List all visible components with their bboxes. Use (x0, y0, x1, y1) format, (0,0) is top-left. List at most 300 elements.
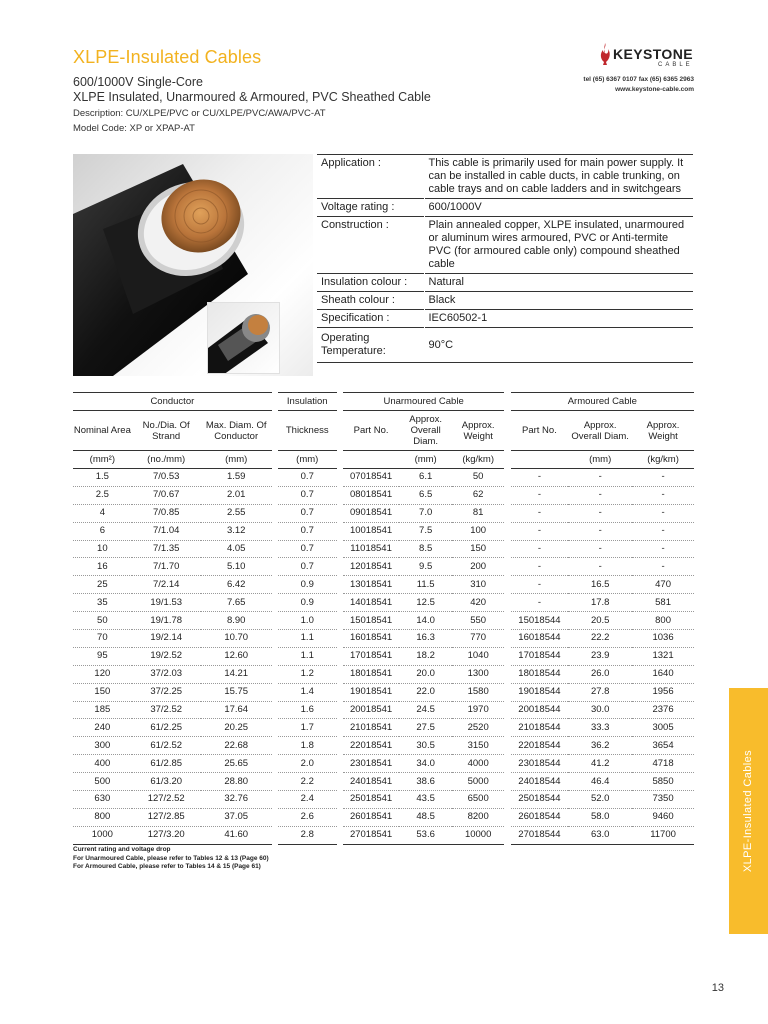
table-cell: - (568, 522, 632, 540)
keystone-flame-icon (598, 42, 612, 66)
table-cell: 3005 (632, 719, 694, 737)
table-cell: 63.0 (568, 826, 632, 844)
table-cell: - (511, 558, 569, 576)
table-cell: 7/1.35 (132, 540, 201, 558)
table-cell: 26018544 (511, 808, 569, 826)
table-cell: 7350 (632, 791, 694, 809)
table-body (73, 469, 694, 845)
table-cell: 7.65 (201, 594, 272, 612)
table-cell: 6.42 (201, 576, 272, 594)
table-cell: 58.0 (568, 808, 632, 826)
table-cell: 0.7 (278, 469, 337, 487)
spec-value: 90°C (424, 328, 693, 363)
table-units-row (73, 451, 694, 469)
table-cell: 25018544 (511, 791, 569, 809)
table-cell: 22018544 (511, 737, 569, 755)
table-cell: 150 (73, 683, 132, 701)
table-cell: 61/2.85 (132, 755, 201, 773)
table-cell: 1.7 (278, 719, 337, 737)
table-cell: 7/0.67 (132, 486, 201, 504)
table-cell: 400 (73, 755, 132, 773)
table-cell: 20018544 (511, 701, 569, 719)
table-cell: 16.5 (568, 576, 632, 594)
table-cell: 18018541 (343, 665, 400, 683)
table-cell: 1956 (632, 683, 694, 701)
table-cell: 310 (452, 576, 505, 594)
table-cell: 12.60 (201, 647, 272, 665)
table-cell: 127/2.85 (132, 808, 201, 826)
table-cell: 28.80 (201, 773, 272, 791)
col-max-diam: Max. Diam. Of Conductor (201, 411, 272, 451)
table-cell: 5850 (632, 773, 694, 791)
col-armoured-diam: Approx. Overall Diam. (568, 411, 632, 451)
table-cell: 17.64 (201, 701, 272, 719)
table-row (73, 576, 694, 594)
brand-name: KEYSTONE (613, 46, 693, 62)
group-insulation: Insulation (278, 393, 337, 411)
table-cell: 15018541 (343, 612, 400, 630)
table-cell: 1.1 (278, 630, 337, 648)
table-cell: 2.0 (278, 755, 337, 773)
table-row (73, 540, 694, 558)
table-cell: 7/2.14 (132, 576, 201, 594)
table-cell: 07018541 (343, 469, 400, 487)
table-cell: 53.6 (399, 826, 452, 844)
spec-label: Application : (317, 155, 424, 199)
table-cell: 24.5 (399, 701, 452, 719)
table-cell: 0.7 (278, 486, 337, 504)
table-cell: 38.6 (399, 773, 452, 791)
table-cell: 19/1.53 (132, 594, 201, 612)
table-cell: 1300 (452, 665, 505, 683)
table-cell: 43.5 (399, 791, 452, 809)
page-number: 13 (711, 982, 724, 994)
table-cell: 2520 (452, 719, 505, 737)
spec-label: Sheath colour : (317, 292, 424, 310)
table-cell: - (511, 576, 569, 594)
table-cell: 6.5 (399, 486, 452, 504)
table-cell: 34.0 (399, 755, 452, 773)
table-row (73, 630, 694, 648)
table-cell: 581 (632, 594, 694, 612)
table-row (73, 594, 694, 612)
table-cell: 1.0 (278, 612, 337, 630)
table-cell: 24018544 (511, 773, 569, 791)
table-cell: 630 (73, 791, 132, 809)
table-cell: - (568, 469, 632, 487)
table-cell: 470 (632, 576, 694, 594)
table-cell: - (632, 558, 694, 576)
table-cell: 37/2.25 (132, 683, 201, 701)
table-cell: 4.05 (201, 540, 272, 558)
table-row (73, 773, 694, 791)
table-cell: 2.2 (278, 773, 337, 791)
cable-data-table (73, 392, 694, 845)
table-cell: 19/2.14 (132, 630, 201, 648)
table-cell: 7/1.70 (132, 558, 201, 576)
section-side-tab (729, 688, 768, 934)
table-cell: 37/2.03 (132, 665, 201, 683)
spec-label: Voltage rating : (317, 199, 424, 217)
table-cell: 420 (452, 594, 505, 612)
table-cell: - (511, 486, 569, 504)
side-tab-label: XLPE-Insulated Cables (742, 749, 754, 873)
col-unarmoured-diam: Approx. Overall Diam. (399, 411, 452, 451)
table-cell: 127/2.52 (132, 791, 201, 809)
table-cell: 5.10 (201, 558, 272, 576)
spec-label: Construction : (317, 217, 424, 274)
table-row (73, 791, 694, 809)
table-cell: 20018541 (343, 701, 400, 719)
table-cell: 4718 (632, 755, 694, 773)
table-cell: 17.8 (568, 594, 632, 612)
table-cell: 12018541 (343, 558, 400, 576)
table-cell: 0.7 (278, 504, 337, 522)
table-cell: 2.8 (278, 826, 337, 844)
spec-label: Insulation colour : (317, 274, 424, 292)
table-cell: 1040 (452, 647, 505, 665)
table-cell: 0.7 (278, 522, 337, 540)
table-cell: 18018544 (511, 665, 569, 683)
table-cell: 8200 (452, 808, 505, 826)
table-cell: 22.2 (568, 630, 632, 648)
table-cell: 800 (73, 808, 132, 826)
footnote-unarmoured: For Unarmoured Cable, please refer to Tables 12 & 13 (Page 60) (73, 854, 269, 862)
table-cell: 127/3.20 (132, 826, 201, 844)
product-voltage-subtitle: 600/1000V Single-Core (73, 75, 203, 89)
table-cell: 1.6 (278, 701, 337, 719)
table-cell: 500 (73, 773, 132, 791)
table-cell: 1.2 (278, 665, 337, 683)
table-row (73, 612, 694, 630)
footnotes (73, 846, 269, 872)
armoured-cable-illustration (208, 303, 280, 374)
unit-cell: (no./mm) (132, 451, 201, 469)
table-cell: 1.8 (278, 737, 337, 755)
table-cell: - (511, 469, 569, 487)
table-cell: 22.68 (201, 737, 272, 755)
col-armoured-part: Part No. (511, 411, 569, 451)
contact-info (583, 75, 694, 95)
table-cell: - (568, 558, 632, 576)
table-cell: 23.9 (568, 647, 632, 665)
table-cell: 19018544 (511, 683, 569, 701)
table-cell: 09018541 (343, 504, 400, 522)
table-row (73, 522, 694, 540)
unit-cell: (kg/km) (632, 451, 694, 469)
spec-row (317, 328, 693, 363)
product-description: Description: CU/XLPE/PVC or CU/XLPE/PVC/AWA/PVC-AT (73, 108, 326, 119)
armoured-cable-thumbnail (207, 302, 280, 374)
table-row (73, 504, 694, 522)
table-cell: 30.0 (568, 701, 632, 719)
product-type-subtitle: XLPE Insulated, Unarmoured & Armoured, PVC Sheathed Cable (73, 90, 431, 104)
table-cell: 0.9 (278, 594, 337, 612)
table-cell: 50 (73, 612, 132, 630)
table-cell: - (568, 486, 632, 504)
table-cell: 770 (452, 630, 505, 648)
col-armoured-weight: Approx. Weight (632, 411, 694, 451)
table-cell: - (511, 504, 569, 522)
table-cell: 17018544 (511, 647, 569, 665)
table-cell: 7.0 (399, 504, 452, 522)
table-cell: 27.5 (399, 719, 452, 737)
table-cell: 46.4 (568, 773, 632, 791)
table-cell: 50 (452, 469, 505, 487)
table-cell: 120 (73, 665, 132, 683)
unit-cell: (mm) (201, 451, 272, 469)
table-cell: 6500 (452, 791, 505, 809)
table-cell: 185 (73, 701, 132, 719)
table-cell: 2376 (632, 701, 694, 719)
table-cell: 25 (73, 576, 132, 594)
table-cell: 10 (73, 540, 132, 558)
unit-cell: (mm) (399, 451, 452, 469)
unit-cell: (mm²) (73, 451, 132, 469)
table-cell: 27018544 (511, 826, 569, 844)
table-cell: 17018541 (343, 647, 400, 665)
table-cell: 21018541 (343, 719, 400, 737)
table-cell: 1970 (452, 701, 505, 719)
table-cell: 7/1.04 (132, 522, 201, 540)
table-cell: 52.0 (568, 791, 632, 809)
brand-sub: CABLE (658, 62, 693, 68)
contact-website[interactable]: www.keystone-cable.com (615, 86, 694, 93)
table-row (73, 719, 694, 737)
contact-phone-fax: tel (65) 6367 0107 fax (65) 6365 2963 (583, 76, 694, 83)
col-unarmoured-weight: Approx. Weight (452, 411, 505, 451)
table-cell: 4000 (452, 755, 505, 773)
table-row (73, 558, 694, 576)
table-cell: 4 (73, 504, 132, 522)
table-cell: 36.2 (568, 737, 632, 755)
table-cell: 550 (452, 612, 505, 630)
table-cell: 2.4 (278, 791, 337, 809)
table-cell: - (511, 522, 569, 540)
table-cell: 7/0.53 (132, 469, 201, 487)
table-cell: 2.55 (201, 504, 272, 522)
spec-value: Natural (424, 274, 693, 292)
table-cell: 14018541 (343, 594, 400, 612)
table-cell: 2.6 (278, 808, 337, 826)
table-cell: 62 (452, 486, 505, 504)
table-cell: 1.4 (278, 683, 337, 701)
unit-cell: (mm) (568, 451, 632, 469)
col-nominal-area: Nominal Area (73, 411, 132, 451)
table-cell: 08018541 (343, 486, 400, 504)
table-cell: 26018541 (343, 808, 400, 826)
table-cell: 10.70 (201, 630, 272, 648)
table-cell: 11700 (632, 826, 694, 844)
table-cell: 1.1 (278, 647, 337, 665)
spec-label: Specification : (317, 310, 424, 328)
unit-cell: (mm) (278, 451, 337, 469)
table-cell: 32.76 (201, 791, 272, 809)
table-cell: 1000 (73, 826, 132, 844)
table-cell: 7.5 (399, 522, 452, 540)
table-cell: 7/0.85 (132, 504, 201, 522)
spec-row (317, 310, 693, 328)
table-cell: 2.5 (73, 486, 132, 504)
table-cell: 11.5 (399, 576, 452, 594)
table-cell: 20.25 (201, 719, 272, 737)
table-cell: - (632, 486, 694, 504)
table-cell: 37/2.52 (132, 701, 201, 719)
table-row (73, 826, 694, 844)
table-cell: - (632, 469, 694, 487)
table-cell: 3150 (452, 737, 505, 755)
table-cell: - (568, 504, 632, 522)
table-cell: 27.8 (568, 683, 632, 701)
group-armoured: Armoured Cable (511, 393, 694, 411)
table-cell: 0.7 (278, 558, 337, 576)
table-cell: 2.01 (201, 486, 272, 504)
table-cell: 41.2 (568, 755, 632, 773)
table-cell: 61/2.52 (132, 737, 201, 755)
table-cell: 21018544 (511, 719, 569, 737)
spec-row (317, 274, 693, 292)
col-unarmoured-part: Part No. (343, 411, 400, 451)
table-cell: 25.65 (201, 755, 272, 773)
model-code: Model Code: XP or XPAP-AT (73, 123, 195, 134)
table-cell: 1640 (632, 665, 694, 683)
table-cell: 61/3.20 (132, 773, 201, 791)
table-cell: 48.5 (399, 808, 452, 826)
table-cell: 16018541 (343, 630, 400, 648)
table-cell: 19018541 (343, 683, 400, 701)
spec-value: This cable is primarily used for main power supply. It can be installed in cable ducts, in cable trunking, on cable trays and on cable ladders and in switchgears (424, 155, 693, 199)
table-row (73, 701, 694, 719)
table-row (73, 808, 694, 826)
table-cell: 100 (452, 522, 505, 540)
table-cell: 25018541 (343, 791, 400, 809)
table-cell: - (632, 522, 694, 540)
table-cell: 1.5 (73, 469, 132, 487)
table-cell: 1580 (452, 683, 505, 701)
table-cell: 10018541 (343, 522, 400, 540)
table-cell: 16018544 (511, 630, 569, 648)
table-cell: 0.9 (278, 576, 337, 594)
table-cell: 8.5 (399, 540, 452, 558)
table-cell: 1.59 (201, 469, 272, 487)
spec-value: IEC60502-1 (424, 310, 693, 328)
page-title: XLPE-Insulated Cables (73, 47, 262, 67)
table-cell: 37.05 (201, 808, 272, 826)
spec-row (317, 155, 693, 199)
table-cell: 8.90 (201, 612, 272, 630)
table-cell: 13018541 (343, 576, 400, 594)
table-cell: 70 (73, 630, 132, 648)
col-thickness: Thickness (278, 411, 337, 451)
spec-row (317, 199, 693, 217)
table-cell: 200 (452, 558, 505, 576)
table-cell: 300 (73, 737, 132, 755)
table-cell: 3654 (632, 737, 694, 755)
table-cell: 1321 (632, 647, 694, 665)
table-cell: 19/2.52 (132, 647, 201, 665)
spec-value: Plain annealed copper, XLPE insulated, unarmoured or aluminum wires armoured, PVC or Anti-termite PVC (for armoured cable only) compound sheathed cable (424, 217, 693, 274)
table-cell: 81 (452, 504, 505, 522)
table-cell: 33.3 (568, 719, 632, 737)
table-cell: - (568, 540, 632, 558)
table-cell: 41.60 (201, 826, 272, 844)
group-conductor: Conductor (73, 393, 272, 411)
unit-cell (511, 451, 569, 469)
table-cell: 20.5 (568, 612, 632, 630)
unit-cell: (kg/km) (452, 451, 505, 469)
table-cell: 0.7 (278, 540, 337, 558)
table-cell: 150 (452, 540, 505, 558)
table-cell: 19/1.78 (132, 612, 201, 630)
table-cell: 16.3 (399, 630, 452, 648)
footnote-heading: Current rating and voltage drop (73, 846, 171, 853)
spec-value: Black (424, 292, 693, 310)
table-cell: 22.0 (399, 683, 452, 701)
table-group-header-row (73, 393, 694, 411)
table-cell: 240 (73, 719, 132, 737)
table-cell: 14.0 (399, 612, 452, 630)
table-cell: 20.0 (399, 665, 452, 683)
table-row (73, 469, 694, 487)
table-cell: 23018541 (343, 755, 400, 773)
footnote-armoured: For Armoured Cable, please refer to Tables 14 & 15 (Page 61) (73, 863, 261, 870)
table-cell: 6.1 (399, 469, 452, 487)
table-row (73, 486, 694, 504)
table-row (73, 647, 694, 665)
table-cell: 61/2.25 (132, 719, 201, 737)
unit-cell (343, 451, 400, 469)
table-cell: 9460 (632, 808, 694, 826)
table-row (73, 755, 694, 773)
table-cell: 23018544 (511, 755, 569, 773)
specification-table (317, 154, 693, 363)
table-cell: 95 (73, 647, 132, 665)
table-cell: 16 (73, 558, 132, 576)
table-cell: 5000 (452, 773, 505, 791)
table-cell: 30.5 (399, 737, 452, 755)
table-cell: 18.2 (399, 647, 452, 665)
table-cell: 6 (73, 522, 132, 540)
table-cell: 15018544 (511, 612, 569, 630)
table-row (73, 683, 694, 701)
table-cell: 10000 (452, 826, 505, 844)
spec-row (317, 217, 693, 274)
col-strand: No./Dia. Of Strand (132, 411, 201, 451)
table-cell: 27018541 (343, 826, 400, 844)
table-column-header-row (73, 411, 694, 451)
table-cell: 3.12 (201, 522, 272, 540)
table-cell: 24018541 (343, 773, 400, 791)
table-cell: 15.75 (201, 683, 272, 701)
brand-logo (598, 42, 698, 72)
table-row (73, 665, 694, 683)
spec-value: 600/1000V (424, 199, 693, 217)
spec-label: Operating Temperature: (317, 328, 424, 363)
table-cell: 1036 (632, 630, 694, 648)
table-cell: 800 (632, 612, 694, 630)
table-cell: - (632, 540, 694, 558)
table-cell: 11018541 (343, 540, 400, 558)
table-cell: - (511, 540, 569, 558)
table-cell: 14.21 (201, 665, 272, 683)
table-cell: 9.5 (399, 558, 452, 576)
table-cell: 12.5 (399, 594, 452, 612)
spec-row (317, 292, 693, 310)
table-cell: 26.0 (568, 665, 632, 683)
table-cell: 22018541 (343, 737, 400, 755)
table-cell: 35 (73, 594, 132, 612)
table-row (73, 737, 694, 755)
